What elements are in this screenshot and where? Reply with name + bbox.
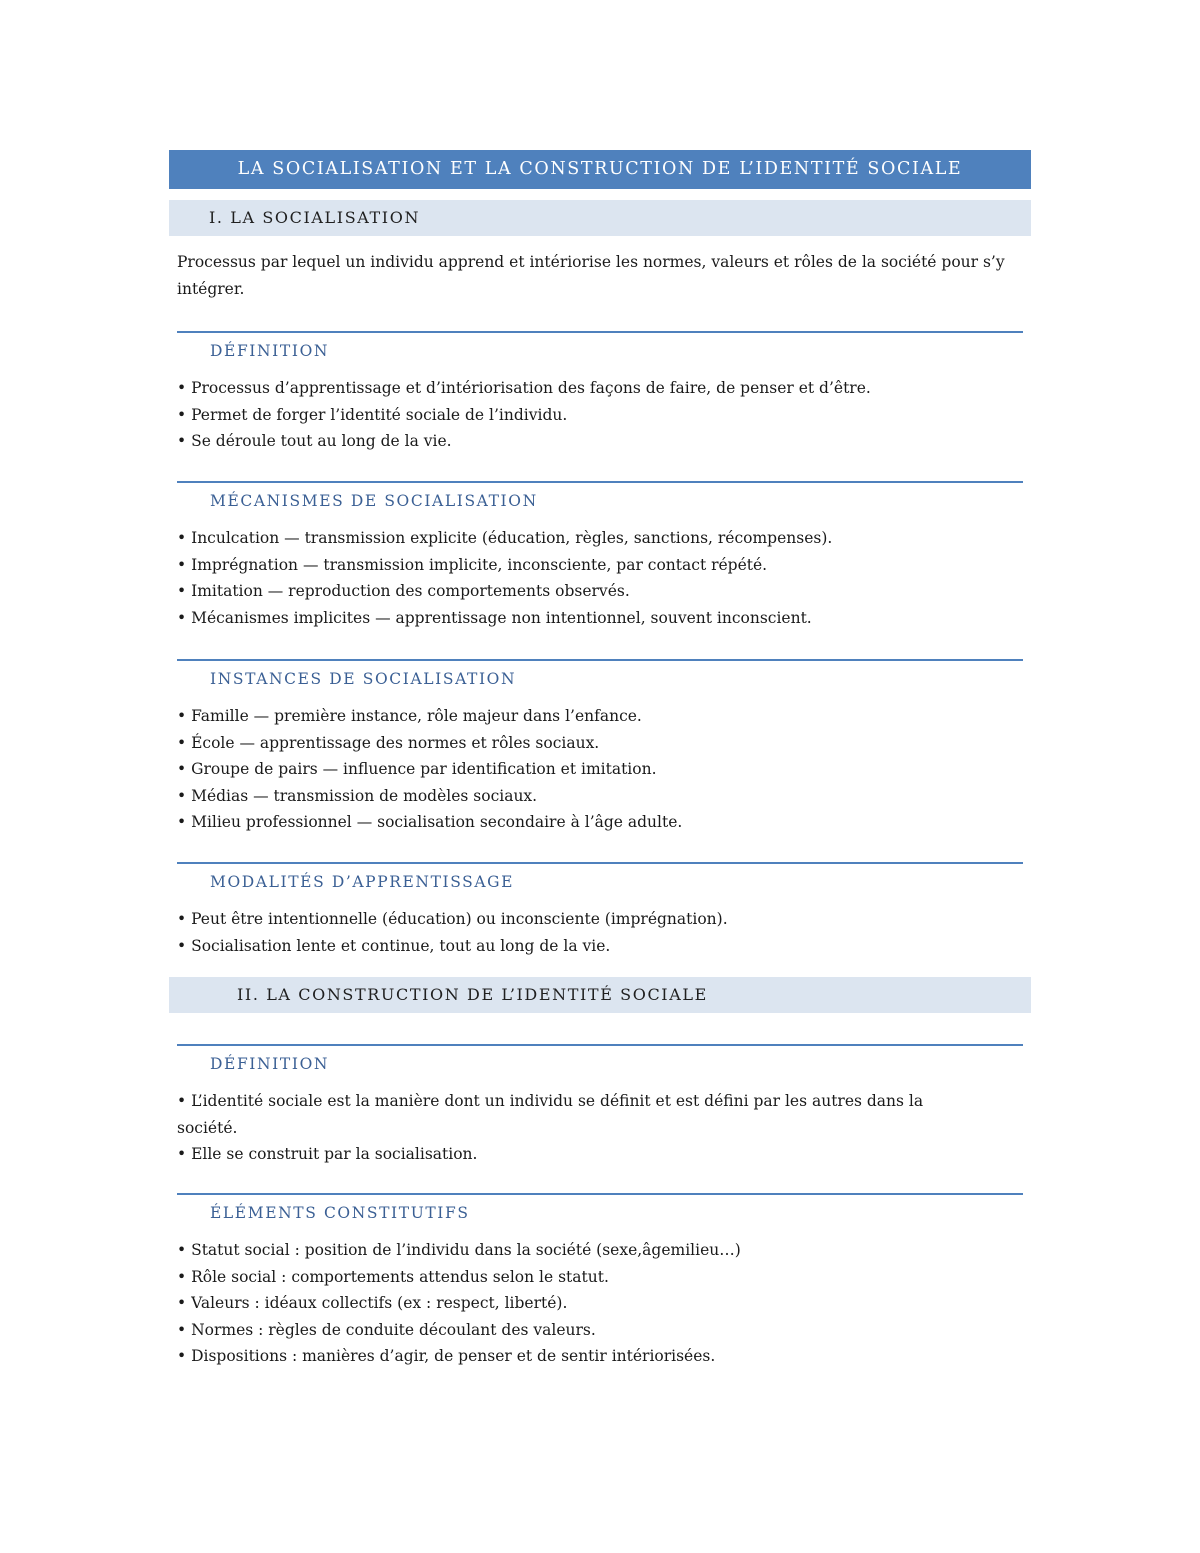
list-item: • Statut social : position de l’individu dans la société (sexe,âgemilieu…) [177, 1241, 741, 1259]
bullet-list [177, 1237, 1023, 1370]
list-item: • Socialisation lente et continue, tout au long de la vie. [177, 936, 611, 955]
bullet-list [177, 703, 1023, 836]
section-heading: MODALITÉS D’APPRENTISSAGE [210, 873, 515, 891]
list-item: • Médias — transmission de modèles sociaux. [177, 786, 538, 805]
section-divider [177, 862, 1023, 864]
list-item: • École — apprentissage des normes et rôles sociaux. [177, 733, 600, 752]
section-elements [177, 1193, 1023, 1370]
bullet-list [177, 1088, 1023, 1168]
section-heading: INSTANCES DE SOCIALISATION [210, 670, 517, 688]
section-divider [177, 1193, 1023, 1195]
section-divider [177, 481, 1023, 483]
list-item: • Normes : règles de conduite découlant des valeurs. [177, 1320, 596, 1339]
list-item: • Rôle social : comportements attendus selon le statut. [177, 1267, 609, 1286]
list-item: • Elle se construit par la socialisation. [177, 1145, 478, 1163]
list-item: • Milieu professionnel — socialisation secondaire à l’âge adulte. [177, 813, 683, 831]
section-instances [177, 659, 1023, 836]
bullet-list [177, 525, 1023, 631]
section-heading: ÉLÉMENTS CONSTITUTIFS [210, 1204, 470, 1222]
list-item: • L’identité sociale est la manière dont un individu se définit et est défini par les autres dans la société. [177, 1092, 924, 1137]
section-heading: DÉFINITION [210, 1055, 330, 1073]
section-definition-identite [177, 1044, 1023, 1168]
part-1-heading: I. LA SOCIALISATION [169, 200, 1031, 236]
section-definition [177, 331, 1023, 455]
list-item: • Valeurs : idéaux collectifs (ex : respect, liberté). [177, 1294, 568, 1312]
section-heading: DÉFINITION [210, 342, 330, 360]
list-item: • Inculcation — transmission explicite (éducation, règles, sanctions, récompenses). [177, 529, 833, 547]
part-1-intro: Processus par lequel un individu apprend et intériorise les normes, valeurs et rôles de la société pour s’y intégrer. [177, 253, 1005, 298]
list-item: • Famille — première instance, rôle majeur dans l’enfance. [177, 707, 642, 725]
section-modalites [177, 862, 1023, 959]
bullet-list [177, 375, 1023, 455]
section-heading: MÉCANISMES DE SOCIALISATION [210, 492, 538, 510]
part-2-heading: II. LA CONSTRUCTION DE L’IDENTITÉ SOCIALE [169, 977, 1031, 1013]
section-mecanismes [177, 481, 1023, 631]
list-item: • Se déroule tout au long de la vie. [177, 432, 452, 450]
section-divider [177, 1044, 1023, 1046]
section-divider [177, 331, 1023, 333]
list-item: • Groupe de pairs — influence par identification et imitation. [177, 760, 657, 778]
list-item: • Processus d’apprentissage et d’intériorisation des façons de faire, de penser et d’être. [177, 379, 871, 397]
bullet-list [177, 906, 1023, 959]
list-item: • Peut être intentionnelle (éducation) ou inconsciente (imprégnation). [177, 910, 728, 928]
document-title: LA SOCIALISATION ET LA CONSTRUCTION DE L’IDENTITÉ SOCIALE [169, 150, 1031, 189]
section-divider [177, 659, 1023, 661]
list-item: • Permet de forger l’identité sociale de l’individu. [177, 405, 568, 424]
list-item: • Dispositions : manières d’agir, de penser et de sentir intériorisées. [177, 1347, 716, 1365]
list-item: • Imitation — reproduction des comportements observés. [177, 582, 630, 600]
list-item: • Imprégnation — transmission implicite, inconsciente, par contact répété. [177, 555, 768, 574]
list-item: • Mécanismes implicites — apprentissage non intentionnel, souvent inconscient. [177, 608, 812, 627]
